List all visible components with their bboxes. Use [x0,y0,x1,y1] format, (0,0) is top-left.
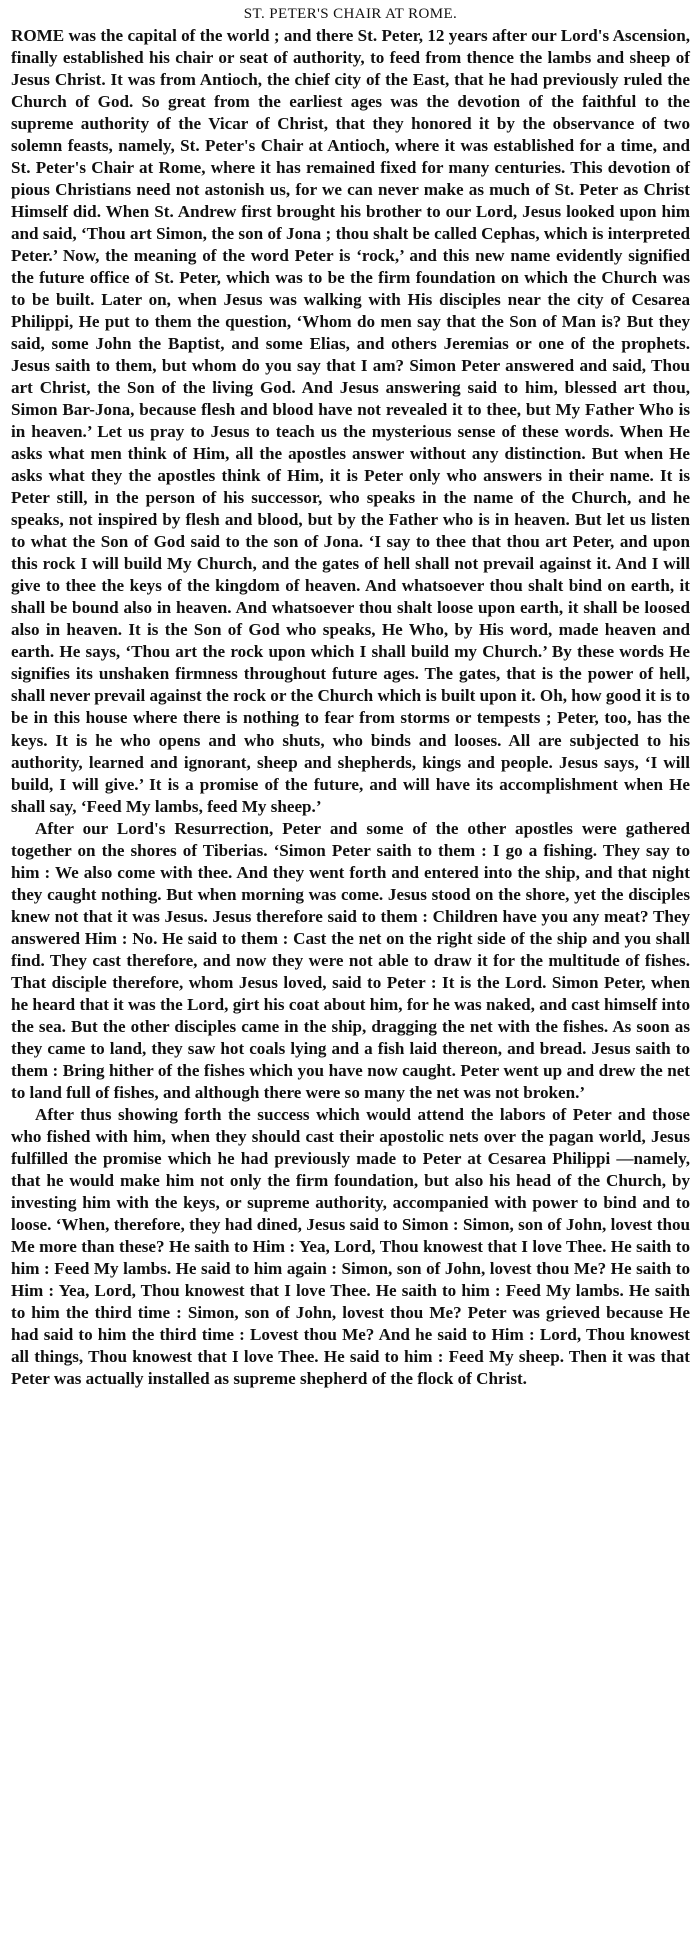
article-title: ST. PETER'S CHAIR AT ROME. [243,6,458,22]
article-paragraph-1: ROME was the capital of the world ; and there St. Peter, 12 years after our Lord's Ascension, finally established his chair or seat of authority, to feed from thence the lambs and sheep of Jesus Christ. It was from Antioch, the chief city of the East, that he had previously ruled the Church of God. So great from the earliest ages was the devotion of the faithful to the supreme authority of the Vicar of Christ, that they honored it by the observance of two solemn feasts, namely, St. Peter's Chair at Antioch, where it was established for a time, and St. Peter's Chair at Rome, where it has remained fixed for many centuries. This devotion of pious Christians need not astonish us, for we can never make as much of St. Peter as Christ Himself did. When St. Andrew first brought his brother to our Lord, Jesus looked upon him and said, ‘Thou art Simon, the son of Jona ; thou shalt be called Cephas, which is interpreted Peter.’ Now, the meaning of the word Peter is ‘rock,’ and this new name evidently signified the future office of St. Peter, which was to be the firm foundation on which the Church was to be built. Later on, when Jesus was walking with His disciples near the city of Cesarea Philippi, He put to them the question, ‘Whom do men say that the Son of Man is? But they said, some John the Baptist, and some Elias, and others Jeremias or one of the prophets. Jesus saith to them, but whom do you say that I am? Simon Peter answered and said, Thou art Christ, the Son of the living God. And Jesus answering said to him, blessed art thou, Simon Bar-Jona, because flesh and blood have not revealed it to thee, but My Father Who is in heaven.’ Let us pray to Jesus to teach us the mysterious sense of these words. When He asks what men think of Him, all the apostles answer without any distinction. But when He asks what they the apostles think of Him, it is Peter only who answers in their name. It is Peter still, in the person of his successor, who speaks in the name of the Church, and he speaks, not inspired by flesh and blood, but by the Father who is in heaven. But let us listen to what the Son of God said to the son of Jona. ‘I say to thee that thou art Peter, and upon this rock I will build My Church, and the gates of hell shall not prevail against it. And I will give to thee the keys of the kingdom of heaven. And whatsoever thou shalt bind on earth, it shall be bound also in heaven. And whatsoever thou shalt loose upon earth, it shall be loosed also in heaven. It is the Son of God who speaks, He Who, by His word, made heaven and earth. He says, ‘Thou art the rock upon which I shall build my Church.’ By these words He signifies its unshaken firmness throughout future ages. The gates, that is the power of hell, shall never prevail against the rock or the Church which is built upon it. Oh, how good it is to be in this house where there is nothing to fear from storms or tempests ; Peter, too, has the keys. It is he who opens and who shuts, who binds and looses. All are subjected to his authority, learned and ignorant, sheep and shepherds, kings and people. Jesus says, ‘I will build, I will give.’ It is a promise of the future, and will have its accomplishment when He shall say, ‘Feed My lambs, feed My sheep.’ [11,26,690,816]
article-paragraph-2: After our Lord's Resurrection, Peter and some of the other apostles were gathered together on the shores of Tiberias. ‘Simon Peter saith to them : I go a fishing. They say to him : We also come with thee. And they went forth and entered into the ship, and that night they caught nothing. But when morning was come. Jesus stood on the shore, yet the disciples knew not that it was Jesus. Jesus therefore said to them : Children have you any meat? They answered Him : No. He said to them : Cast the net on the right side of the ship and you shall find. They cast therefore, and now they were not able to draw it for the multitude of fishes. That disciple therefore, whom Jesus loved, said to Peter : It is the Lord. Simon Peter, when he heard that it was the Lord, girt his coat about him, for he was naked, and cast himself into the sea. But the other disciples came in the ship, dragging the net with the fishes. As soon as they came to land, they saw hot coals lying and a fish laid thereon, and bread. Jesus saith to them : Bring hither of the fishes which you have now caught. Peter went up and drew the net to land full of fishes, and although there were so many the net was not broken.’ [11,818,690,1102]
article-paragraph-3: After thus showing forth the success which would attend the labors of Peter and those who fished with him, when they should cast their apostolic nets over the pagan world, Jesus fulfilled the promise which he had previously made to Peter at Cesarea Philippi —namely, that he would make him not only the firm foundation, but also his head of the Church, by investing him with the keys, or supreme authority, accompanied with power to bind and to loose. ‘When, therefore, they had dined, Jesus said to Simon : Simon, son of John, lovest thou Me more than these? He saith to Him : Yea, Lord, Thou knowest that I love Thee. He saith to him : Feed My lambs. He said to him again : Simon, son of John, lovest thou Me? He saith to Him : Yea, Lord, Thou knowest that I love Thee. He saith to him : Feed My lambs. He saith to him the third time : Simon, son of John, lovest thou Me? Peter was grieved because He had said to him the third time : Lovest thou Me? And he said to Him : Lord, Thou knowest all things, Thou knowest that I love Thee. He said to him : Feed My sheep. Then it was that Peter was actually installed as supreme shepherd of the flock of Christ. [11,1104,690,1388]
